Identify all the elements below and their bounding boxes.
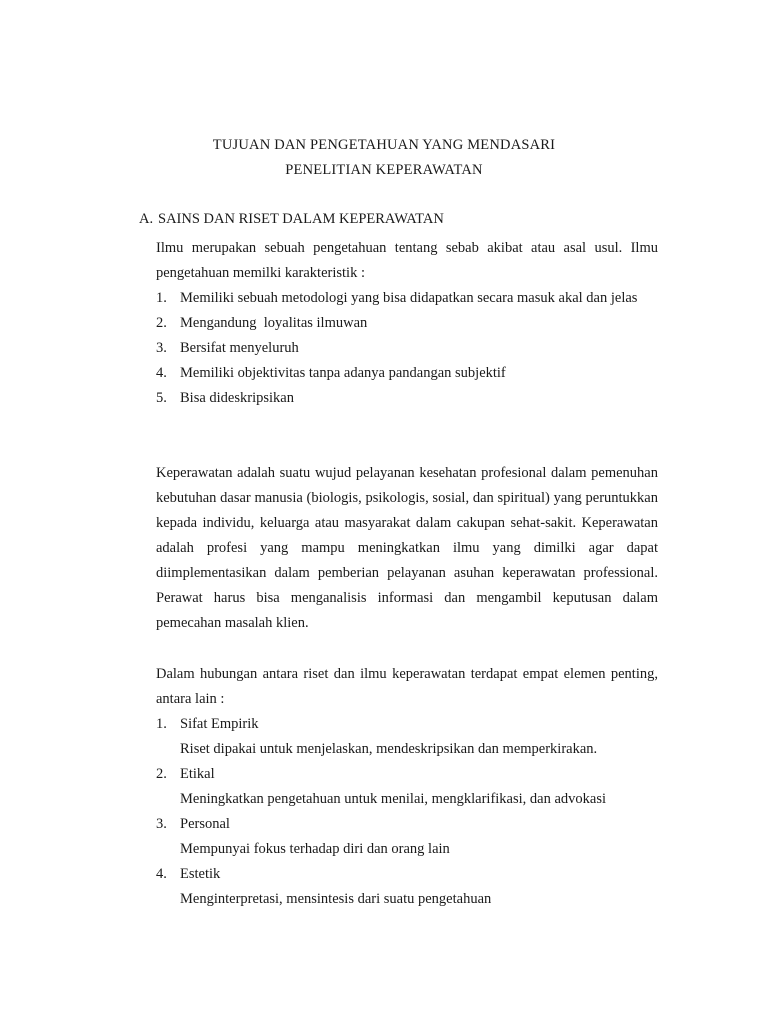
intro-paragraph: Ilmu merupakan sebuah pengetahuan tentang sebab akibat atau asal usul. Ilmu pengetahuan memilki karakteristik : (156, 240, 658, 281)
list-item (156, 712, 658, 762)
list-item-number: 3. (156, 816, 167, 832)
list-item-number: 3. (156, 340, 167, 356)
element-name: Personal (180, 816, 230, 832)
list-item-number: 1. (156, 290, 167, 306)
list-item-number: 1. (156, 716, 167, 732)
list-item (156, 286, 658, 311)
list-item (156, 336, 658, 361)
document-title-line-2: PENELITIAN KEPERAWATAN (285, 162, 483, 178)
list-item (156, 762, 658, 812)
elements-intro-paragraph: Dalam hubungan antara riset dan ilmu keperawatan terdapat empat elemen penting, antara lain : (156, 666, 658, 707)
section-a-letter: A. (139, 211, 154, 227)
element-description: Mempunyai fokus terhadap diri dan orang lain (180, 841, 450, 857)
element-name: Sifat Empirik (180, 716, 259, 732)
section-a-title: SAINS DAN RISET DALAM KEPERAWATAN (158, 211, 444, 227)
element-description: Menginterpretasi, mensintesis dari suatu pengetahuan (180, 891, 492, 907)
list-item (156, 386, 658, 411)
list-item-number: 2. (156, 766, 167, 782)
element-description: Riset dipakai untuk menjelaskan, mendeskripsikan dan memperkirakan. (180, 741, 598, 757)
list-item-number: 4. (156, 866, 167, 882)
nursing-definition-paragraph: Keperawatan adalah suatu wujud pelayanan kesehatan profesional dalam pemenuhan kebutuhan dasar manusia (biologis, psikologis, sosial, dan spiritual) yang peruntukkan kepada individu, keluarga atau masyarakat dalam cakupan sehat-sakit. Keperawatan adalah profesi yang mampu meningkatkan ilmu yang dimilki agar dapat diimplementasikan dalam pemberian pelayanan asuhan keperawatan professional. Perawat harus bisa menganalisis informasi dan mengambil keputusan dalam pemecahan masalah klien. (156, 465, 658, 631)
list-item (156, 812, 658, 862)
list-item-text: Bersifat menyeluruh (180, 340, 299, 356)
list-item (156, 361, 658, 386)
list-item-number: 4. (156, 365, 167, 381)
element-description: Meningkatkan pengetahuan untuk menilai, mengklarifikasi, dan advokasi (180, 791, 607, 807)
list-item-text: Mengandung loyalitas ilmuwan (180, 315, 368, 331)
list-item-number: 5. (156, 390, 167, 406)
list-item (156, 862, 658, 912)
elements-list (156, 712, 658, 912)
document-title-line-1: TUJUAN DAN PENGETAHUAN YANG MENDASARI (212, 137, 556, 153)
element-name: Etikal (180, 766, 215, 782)
list-item-text: Memiliki objektivitas tanpa adanya pandangan subjektif (180, 365, 506, 381)
list-item-text: Bisa dideskripsikan (180, 390, 294, 406)
element-name: Estetik (180, 866, 221, 882)
list-item-number: 2. (156, 315, 167, 331)
list-item (156, 311, 658, 336)
characteristics-list (156, 286, 658, 411)
list-item-text: Memiliki sebuah metodologi yang bisa didapatkan secara masuk akal dan jelas (180, 290, 638, 306)
